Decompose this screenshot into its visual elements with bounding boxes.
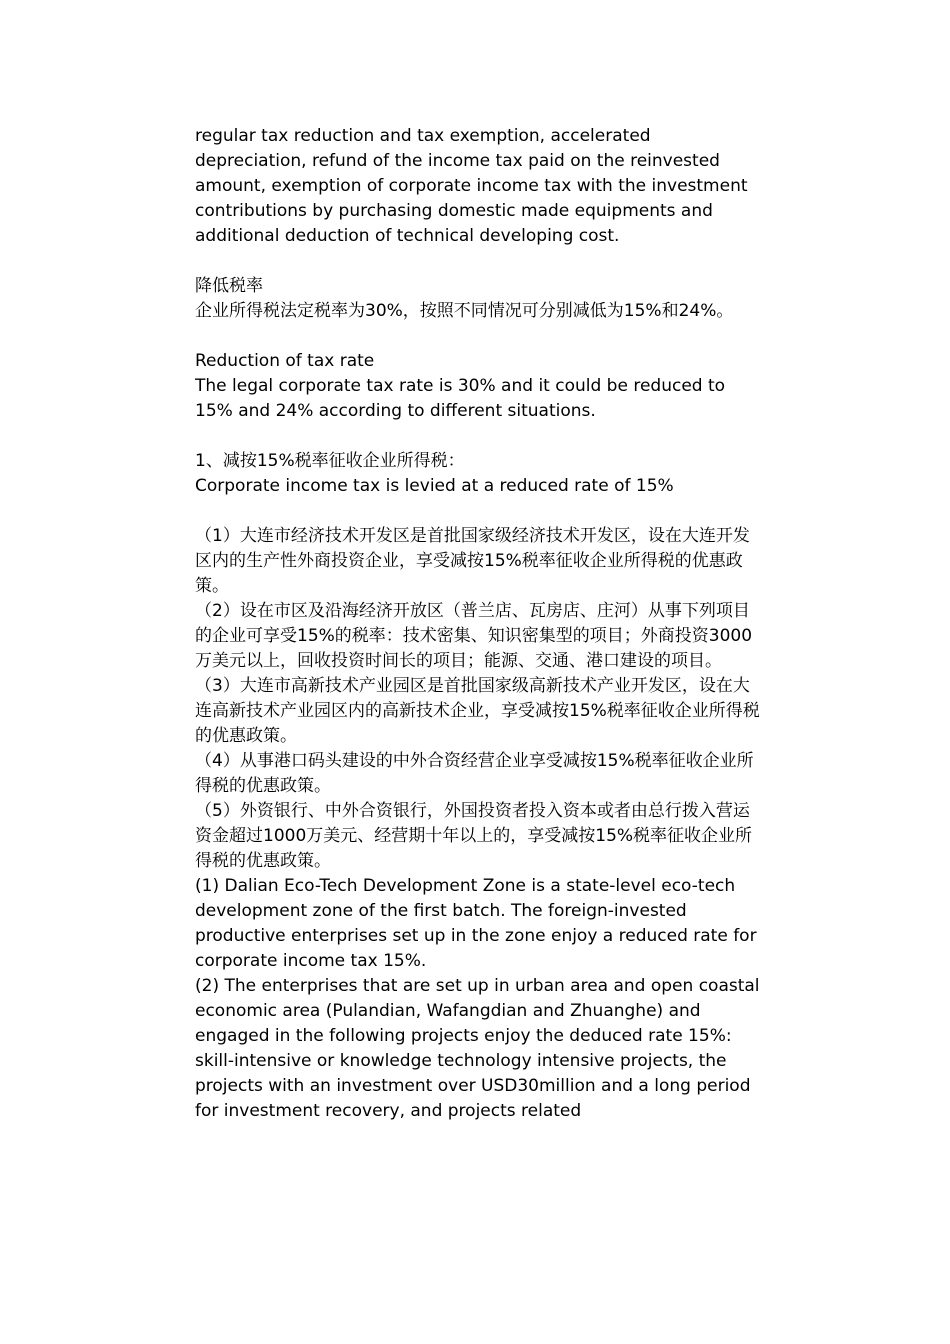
heading-reduction-of-tax-rate: Reduction of tax rate — [195, 351, 375, 371]
list-item-cn-2: （2）设在市区及沿海经济开放区（普兰店、瓦房店、庄河）从事下列项目的企业可享受15%的税率：技术密集、知识密集型的项目；外商投资3000万美元以上，回收投资时间长的项目；能源、交通、港口建设的项目。 — [195, 601, 753, 671]
heading-reduce-tax-rate-cn: 降低税率 — [195, 276, 263, 296]
spacer — [195, 424, 760, 449]
paragraph-tax-incentives: regular tax reduction and tax exemption, accelerated depreciation, refund of the income tax paid on the reinvested amount, exemption of corporate income tax with the investment contributions by purchasing domestic made equipments and additional deduction of technical developing cost. — [195, 126, 753, 246]
paragraph-legal-tax-rate: The legal corporate tax rate is 30% and it could be reduced to 15% and 24% according to different situations. — [195, 376, 731, 421]
list-item-cn-4: （4）从事港口码头建设的中外合资经营企业享受减按15%税率征收企业所得税的优惠政策。 — [195, 751, 754, 796]
spacer — [195, 499, 760, 524]
list-item-en-1: (1) Dalian Eco-Tech Development Zone is a state-level eco-tech development zone of the first batch. The foreign-invested productive enterprises set up in the zone enjoy a reduced rate for corporate income tax 15%. — [195, 876, 762, 971]
document-body — [195, 124, 765, 1124]
list-item-cn-3: （3）大连市高新技术产业园区是首批国家级高新技术产业开发区，设在大连高新技术产业园区内的高新技术企业，享受减按15%税率征收企业所得税的优惠政策。 — [195, 676, 760, 746]
list-item-cn-1: （1）大连市经济技术开发区是首批国家级经济技术开发区，设在大连开发区内的生产性外商投资企业，享受减按15%税率征收企业所得税的优惠政策。 — [195, 526, 750, 596]
heading-15-percent-en: Corporate income tax is levied at a reduced rate of 15% — [195, 476, 674, 496]
paragraph-tax-rate-cn: 企业所得税法定税率为30%，按照不同情况可分别减低为15%和24%。 — [195, 301, 734, 321]
spacer — [195, 249, 760, 274]
spacer — [195, 324, 760, 349]
list-item-en-2: (2) The enterprises that are set up in urban area and open coastal economic area (Pulandian, Wafangdian and Zhuanghe) and engaged in the following projects enjoy the deduced rate 15%: skill-intensive or knowledge technology intensive projects, the projects with an investment over USD30million and a long period for investment recovery, and projects related — [195, 976, 765, 1121]
list-item-cn-5: （5）外资银行、中外合资银行，外国投资者投入资本或者由总行拨入营运资金超过1000万美元、经营期十年以上的，享受减按15%税率征收企业所得税的优惠政策。 — [195, 801, 753, 871]
heading-15-percent-cn: 1、减按15%税率征收企业所得税： — [195, 451, 465, 471]
